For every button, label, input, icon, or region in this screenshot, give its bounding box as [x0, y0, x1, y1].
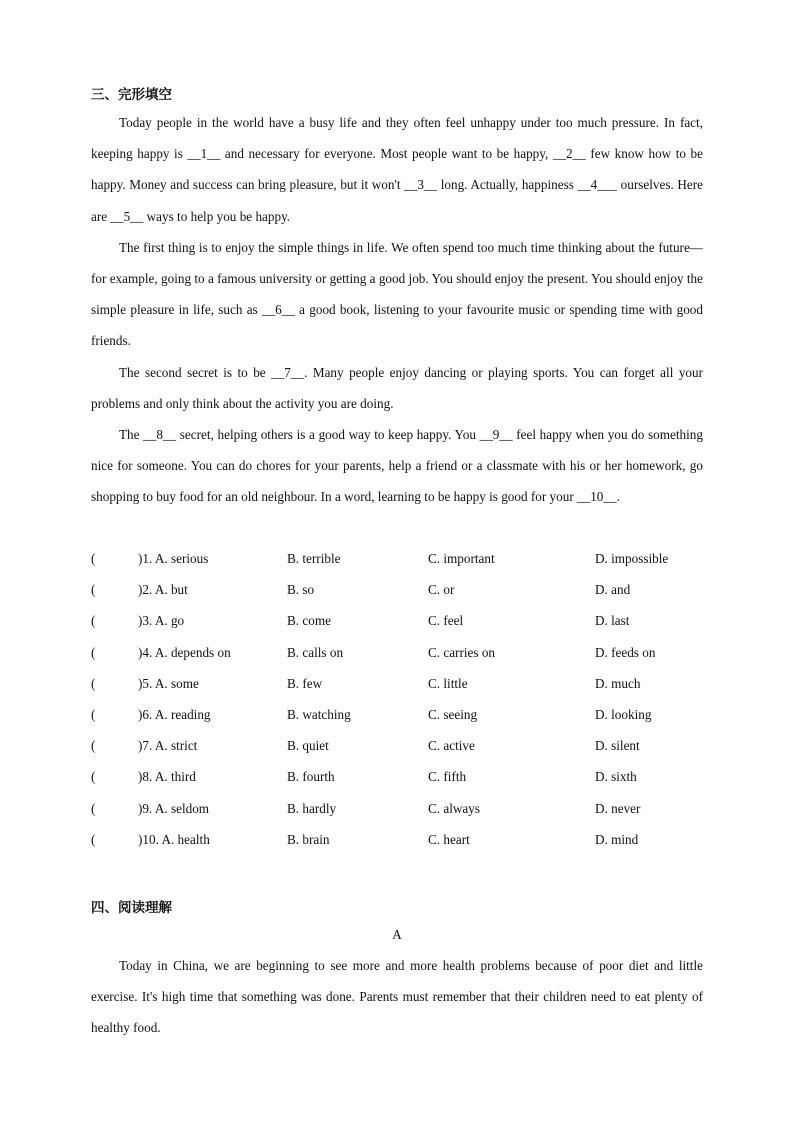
option-c: C. carries on [428, 644, 496, 660]
option-b: B. so [287, 582, 315, 598]
option-b: B. come [287, 613, 331, 629]
option-a: )5. A. some [138, 675, 199, 691]
reading-paragraph-1: Today in China, we are beginning to see more and more health problems because of poor diet and little exercise. It's high time that something was done. Parents must remember that their children need to eat plenty of healthy food. [91, 958, 703, 1036]
cloze-paragraph-2: The first thing is to enjoy the simple things in life. We often spend too much time thinking about the future—for example, going to a famous university or getting a good job. You should enjoy the present. You should enjoy the simple pleasure in life, such as __6__ a good book, listening to your favourite music or spending time with good friends. [91, 239, 703, 349]
option-c: C. active [428, 738, 475, 754]
option-d: D. sixth [595, 769, 637, 785]
option-b: B. watching [287, 707, 351, 722]
passage-letter: A [392, 927, 402, 942]
answer-blank-paren: ( [91, 675, 96, 691]
option-b: B. brain [287, 831, 330, 847]
answer-blank-paren: ( [91, 582, 96, 598]
question-row [91, 645, 711, 665]
option-a: )3. A. go [138, 613, 185, 629]
answer-blank-paren: ( [91, 613, 96, 629]
answer-blank-paren: ( [91, 769, 96, 785]
question-row [91, 832, 711, 852]
cloze-section-title: 三、完形填空 [91, 87, 172, 103]
question-row [91, 676, 711, 696]
answer-blank-paren: ( [91, 800, 96, 816]
option-a: )1. A. serious [138, 551, 209, 566]
option-a: )10. A. health [138, 831, 210, 847]
option-c: C. little [428, 675, 468, 691]
cloze-paragraph-1: Today people in the world have a busy life and they often feel unhappy under too much pressure. In fact, keeping happy is __1__ and necessary for everyone. Most people want to be happy, __2__ few know how to be happy. Money and success can bring pleasure, but it won't __3__ long. Actually, happiness __4___ ourselves. Here are __5__ ways to help you be happy. [91, 115, 703, 224]
answer-blank-paren: ( [91, 644, 96, 660]
answer-blank-paren: ( [91, 707, 96, 722]
option-d: D. never [595, 800, 641, 816]
question-row [91, 769, 711, 789]
question-row [91, 613, 711, 633]
option-c: C. feel [428, 613, 464, 629]
reading-passage [91, 950, 703, 1044]
option-d: D. impossible [595, 551, 669, 566]
option-c: C. seeing [428, 707, 478, 722]
option-d: D. silent [595, 738, 640, 754]
option-d: D. looking [595, 707, 652, 722]
option-c: C. heart [428, 831, 470, 847]
cloze-passage [91, 107, 703, 513]
question-row [91, 801, 711, 821]
answer-blank-paren: ( [91, 738, 96, 754]
cloze-paragraph-4: The __8__ secret, helping others is a good way to keep happy. You __9__ feel happy when you do something nice for someone. You can do chores for your parents, help a friend or a classmate with his or her homework, go shopping to buy food for an old neighbour. In a word, learning to be happy is good for your __10__. [91, 427, 703, 505]
option-a: )8. A. third [138, 769, 196, 785]
option-d: D. and [595, 582, 631, 598]
answer-blank-paren: ( [91, 551, 96, 566]
question-row [91, 738, 711, 758]
option-a: )2. A. but [138, 582, 188, 598]
option-d: D. mind [595, 831, 639, 847]
question-row [91, 707, 711, 727]
option-c: C. or [428, 582, 455, 598]
option-b: B. few [287, 675, 323, 691]
option-b: B. hardly [287, 800, 337, 816]
reading-section-title: 四、阅读理解 [91, 900, 172, 916]
option-b: B. calls on [287, 644, 344, 660]
answer-blank-paren: ( [91, 831, 96, 847]
option-d: D. last [595, 613, 630, 629]
option-b: B. terrible [287, 551, 341, 566]
option-b: B. fourth [287, 769, 335, 785]
option-a: )4. A. depends on [138, 644, 231, 660]
cloze-paragraph-3: The second secret is to be __7__. Many people enjoy dancing or playing sports. You can forget all your problems and only think about the activity you are doing. [91, 364, 703, 411]
question-row [91, 551, 711, 571]
option-d: D. much [595, 675, 641, 691]
question-row [91, 582, 711, 602]
option-a: )9. A. seldom [138, 800, 210, 816]
option-c: C. always [428, 800, 481, 816]
option-c: C. fifth [428, 769, 467, 785]
option-d: D. feeds on [595, 644, 656, 660]
option-c: C. important [428, 551, 495, 566]
option-a: )6. A. reading [138, 707, 211, 722]
option-b: B. quiet [287, 738, 329, 754]
option-a: )7. A. strict [138, 738, 198, 754]
